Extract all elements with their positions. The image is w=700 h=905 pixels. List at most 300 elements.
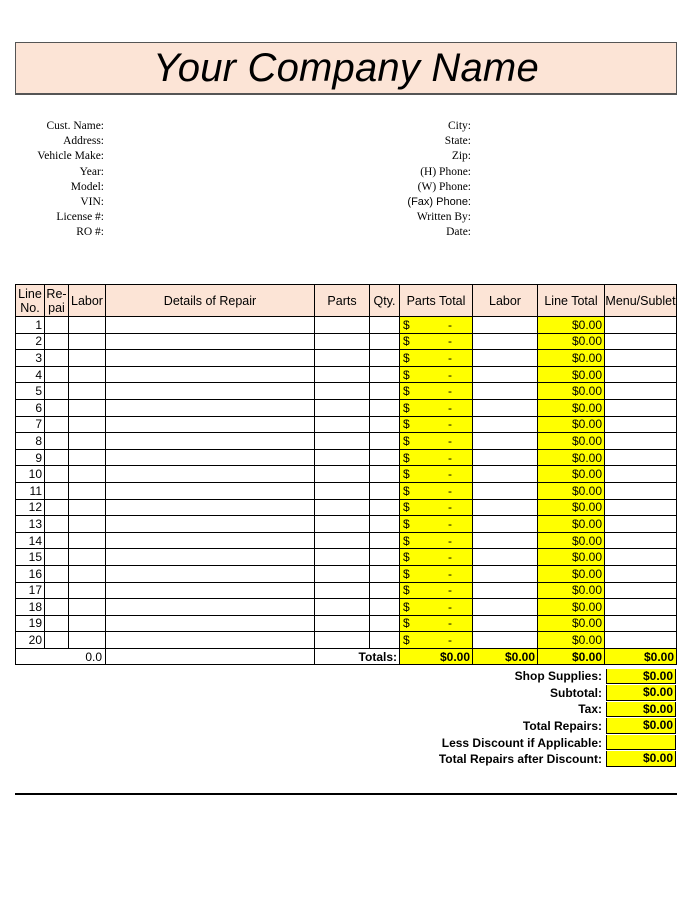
parts-total-cell xyxy=(400,532,473,549)
parts-total-cell xyxy=(400,333,473,350)
labor-code-cell[interactable] xyxy=(69,416,106,433)
line-total-cell: $0.00 xyxy=(538,466,605,483)
parts-total-cell xyxy=(400,516,473,533)
header-details: Details of Repair xyxy=(106,285,315,317)
qty-cell[interactable] xyxy=(370,582,400,599)
total-line: $0.00 xyxy=(538,648,605,665)
details-cell[interactable] xyxy=(106,532,315,549)
line-total-cell: $0.00 xyxy=(538,366,605,383)
parts-total-cell xyxy=(400,466,473,483)
summary-label: Tax: xyxy=(578,702,602,717)
qty-cell[interactable] xyxy=(370,615,400,632)
field-label: Date: xyxy=(446,226,471,239)
repair-cell[interactable] xyxy=(45,333,69,350)
totals-row xyxy=(16,648,677,665)
summary-value[interactable]: $0.00 xyxy=(606,751,676,767)
labor-cell[interactable] xyxy=(473,317,538,334)
qty-cell[interactable] xyxy=(370,516,400,533)
field-label: RO #: xyxy=(76,226,104,239)
parts-total-cell xyxy=(400,615,473,632)
currency-symbol: $ xyxy=(403,583,410,598)
table-row xyxy=(16,383,677,400)
details-cell[interactable] xyxy=(106,599,315,616)
qty-cell[interactable] xyxy=(370,549,400,566)
details-cell[interactable] xyxy=(106,565,315,582)
parts-total-cell xyxy=(400,565,473,582)
labor-code-cell[interactable] xyxy=(69,399,106,416)
line-total-cell: $0.00 xyxy=(538,582,605,599)
currency-symbol: $ xyxy=(403,433,410,448)
repair-cell[interactable] xyxy=(45,615,69,632)
labor-code-cell[interactable] xyxy=(69,565,106,582)
currency-symbol: $ xyxy=(403,533,410,548)
parts-cell[interactable] xyxy=(315,482,370,499)
repair-cell[interactable] xyxy=(45,632,69,649)
parts-total-cell xyxy=(400,449,473,466)
repair-table xyxy=(15,284,677,665)
menu-sublet-cell[interactable] xyxy=(605,350,677,367)
table-row xyxy=(16,499,677,516)
parts-total-value: - xyxy=(448,467,452,482)
summary-label: Less Discount if Applicable: xyxy=(441,735,602,750)
qty-cell[interactable] xyxy=(370,333,400,350)
details-cell[interactable] xyxy=(106,399,315,416)
line-total-cell: $0.00 xyxy=(538,383,605,400)
parts-total-value: - xyxy=(448,533,452,548)
details-cell[interactable] xyxy=(106,333,315,350)
field-label: Written By: xyxy=(416,211,471,224)
parts-total-cell xyxy=(400,599,473,616)
parts-total-value: - xyxy=(448,433,452,448)
currency-symbol: $ xyxy=(403,467,410,482)
line-total-cell: $0.00 xyxy=(538,317,605,334)
details-cell[interactable] xyxy=(106,499,315,516)
menu-sublet-cell[interactable] xyxy=(605,632,677,649)
line-no-cell: 17 xyxy=(16,582,45,599)
qty-cell[interactable] xyxy=(370,366,400,383)
parts-total-value: - xyxy=(448,334,452,349)
details-cell[interactable] xyxy=(106,383,315,400)
line-no-cell: 19 xyxy=(16,615,45,632)
labor-code-cell[interactable] xyxy=(69,516,106,533)
parts-total-cell xyxy=(400,582,473,599)
summary-value[interactable] xyxy=(606,735,676,751)
qty-cell[interactable] xyxy=(370,499,400,516)
parts-total-value: - xyxy=(448,633,452,648)
labor-cell[interactable] xyxy=(473,632,538,649)
field-label: Year: xyxy=(79,165,104,178)
parts-total-cell xyxy=(400,317,473,334)
parts-cell[interactable] xyxy=(315,350,370,367)
header-labor: Labor xyxy=(473,285,538,317)
parts-total-value: - xyxy=(448,583,452,598)
menu-sublet-cell[interactable] xyxy=(605,549,677,566)
parts-total-cell xyxy=(400,383,473,400)
details-cell[interactable] xyxy=(106,615,315,632)
labor-code-cell[interactable] xyxy=(69,333,106,350)
currency-symbol: $ xyxy=(403,450,410,465)
table-row xyxy=(16,565,677,582)
currency-symbol: $ xyxy=(403,334,410,349)
summary-row xyxy=(380,668,676,685)
parts-total-value: - xyxy=(448,566,452,581)
parts-total-value: - xyxy=(448,384,452,399)
parts-total-value: - xyxy=(448,550,452,565)
table-row xyxy=(16,482,677,499)
parts-total-cell xyxy=(400,366,473,383)
parts-total-value: - xyxy=(448,450,452,465)
line-total-cell: $0.00 xyxy=(538,482,605,499)
parts-total-cell xyxy=(400,549,473,566)
labor-code-cell[interactable] xyxy=(69,350,106,367)
labor-code-cell[interactable] xyxy=(69,499,106,516)
labor-code-cell[interactable] xyxy=(69,599,106,616)
labor-cell[interactable] xyxy=(473,383,538,400)
parts-total-value: - xyxy=(448,367,452,382)
summary-value[interactable]: $0.00 xyxy=(606,718,676,734)
table-row xyxy=(16,582,677,599)
repair-cell[interactable] xyxy=(45,565,69,582)
header-repair: Re-pai xyxy=(46,286,67,315)
summary-row xyxy=(380,751,676,768)
field-label: Zip: xyxy=(451,150,471,163)
parts-total-value: - xyxy=(448,417,452,432)
labor-sum: 0.0 xyxy=(16,648,106,665)
details-cell[interactable] xyxy=(106,416,315,433)
labor-code-cell[interactable] xyxy=(69,383,106,400)
qty-cell[interactable] xyxy=(370,532,400,549)
parts-cell[interactable] xyxy=(315,615,370,632)
total-labor: $0.00 xyxy=(473,648,538,665)
field-label: Model: xyxy=(70,180,104,193)
header-parts: Parts xyxy=(315,285,370,317)
labor-code-cell[interactable] xyxy=(69,317,106,334)
table-row xyxy=(16,433,677,450)
labor-code-cell[interactable] xyxy=(69,532,106,549)
labor-cell[interactable] xyxy=(473,549,538,566)
parts-cell[interactable] xyxy=(315,366,370,383)
field-label: Address: xyxy=(63,135,104,148)
table-row xyxy=(16,449,677,466)
menu-sublet-cell[interactable] xyxy=(605,366,677,383)
bottom-divider xyxy=(15,793,677,795)
line-no-cell: 11 xyxy=(16,482,45,499)
header-parts-total: Parts Total xyxy=(400,285,473,317)
labor-code-cell[interactable] xyxy=(69,482,106,499)
repair-cell[interactable] xyxy=(45,433,69,450)
currency-symbol: $ xyxy=(403,350,410,365)
summary-block xyxy=(380,668,676,768)
parts-cell[interactable] xyxy=(315,333,370,350)
header-qty: Qty. xyxy=(370,285,400,317)
parts-total-value: - xyxy=(448,599,452,614)
summary-label: Subtotal: xyxy=(550,685,602,700)
line-no-cell: 2 xyxy=(16,333,45,350)
qty-cell[interactable] xyxy=(370,416,400,433)
line-total-cell: $0.00 xyxy=(538,433,605,450)
parts-cell[interactable] xyxy=(315,499,370,516)
total-parts: $0.00 xyxy=(400,648,473,665)
table-row xyxy=(16,350,677,367)
line-no-cell: 13 xyxy=(16,516,45,533)
qty-cell[interactable] xyxy=(370,399,400,416)
labor-cell[interactable] xyxy=(473,565,538,582)
parts-total-value: - xyxy=(448,350,452,365)
labor-code-cell[interactable] xyxy=(69,632,106,649)
parts-total-cell xyxy=(400,399,473,416)
field-label: (W) Phone: xyxy=(417,180,471,193)
labor-cell[interactable] xyxy=(473,416,538,433)
table-row xyxy=(16,317,677,334)
repair-cell[interactable] xyxy=(45,599,69,616)
qty-cell[interactable] xyxy=(370,317,400,334)
currency-symbol: $ xyxy=(403,400,410,415)
repair-cell[interactable] xyxy=(45,383,69,400)
parts-total-cell xyxy=(400,499,473,516)
company-name: Your Company Name xyxy=(153,45,539,90)
summary-row xyxy=(380,685,676,702)
details-cell[interactable] xyxy=(106,317,315,334)
field-label: (H) Phone: xyxy=(420,165,471,178)
repair-cell[interactable] xyxy=(45,399,69,416)
currency-symbol: $ xyxy=(403,483,410,498)
parts-total-cell xyxy=(400,433,473,450)
repair-cell[interactable] xyxy=(45,516,69,533)
parts-cell[interactable] xyxy=(315,549,370,566)
parts-cell[interactable] xyxy=(315,317,370,334)
line-total-cell: $0.00 xyxy=(538,399,605,416)
currency-symbol: $ xyxy=(403,516,410,531)
parts-total-value: - xyxy=(448,516,452,531)
line-no-cell: 14 xyxy=(16,532,45,549)
labor-cell[interactable] xyxy=(473,499,538,516)
field-label: Vehicle Make: xyxy=(37,150,104,163)
repair-cell[interactable] xyxy=(45,482,69,499)
labor-cell[interactable] xyxy=(473,482,538,499)
line-total-cell: $0.00 xyxy=(538,549,605,566)
qty-cell[interactable] xyxy=(370,565,400,582)
currency-symbol: $ xyxy=(403,384,410,399)
summary-value[interactable]: $0.00 xyxy=(606,702,676,718)
line-no-cell: 7 xyxy=(16,416,45,433)
line-no-cell: 12 xyxy=(16,499,45,516)
table-row xyxy=(16,615,677,632)
line-total-cell: $0.00 xyxy=(538,615,605,632)
summary-value[interactable]: $0.00 xyxy=(606,685,676,701)
totals-label: Totals: xyxy=(315,648,400,665)
currency-symbol: $ xyxy=(403,417,410,432)
menu-sublet-cell[interactable] xyxy=(605,433,677,450)
table-header-row xyxy=(16,285,677,317)
table-row xyxy=(16,399,677,416)
menu-sublet-cell[interactable] xyxy=(605,449,677,466)
parts-cell[interactable] xyxy=(315,516,370,533)
parts-total-cell xyxy=(400,350,473,367)
details-cell[interactable] xyxy=(106,582,315,599)
labor-cell[interactable] xyxy=(473,366,538,383)
details-cell[interactable] xyxy=(106,549,315,566)
parts-total-cell xyxy=(400,482,473,499)
currency-symbol: $ xyxy=(403,616,410,631)
line-no-cell: 5 xyxy=(16,383,45,400)
parts-cell[interactable] xyxy=(315,532,370,549)
repair-cell[interactable] xyxy=(45,549,69,566)
line-total-cell: $0.00 xyxy=(538,449,605,466)
details-cell[interactable] xyxy=(106,350,315,367)
labor-cell[interactable] xyxy=(473,433,538,450)
line-total-cell: $0.00 xyxy=(538,599,605,616)
parts-total-value: - xyxy=(448,500,452,515)
parts-cell[interactable] xyxy=(315,599,370,616)
parts-cell[interactable] xyxy=(315,565,370,582)
line-no-cell: 16 xyxy=(16,565,45,582)
field-label: Cust. Name: xyxy=(46,120,104,132)
line-total-cell: $0.00 xyxy=(538,516,605,533)
table-row xyxy=(16,333,677,350)
currency-symbol: $ xyxy=(403,599,410,614)
line-total-cell: $0.00 xyxy=(538,632,605,649)
qty-cell[interactable] xyxy=(370,466,400,483)
labor-cell[interactable] xyxy=(473,399,538,416)
labor-cell[interactable] xyxy=(473,350,538,367)
qty-cell[interactable] xyxy=(370,449,400,466)
line-no-cell: 3 xyxy=(16,350,45,367)
table-row xyxy=(16,549,677,566)
summary-row xyxy=(380,734,676,751)
summary-label: Shop Supplies: xyxy=(514,669,602,684)
repair-cell[interactable] xyxy=(45,449,69,466)
labor-cell[interactable] xyxy=(473,449,538,466)
labor-code-cell[interactable] xyxy=(69,466,106,483)
repair-cell[interactable] xyxy=(45,317,69,334)
summary-label: Total Repairs after Discount: xyxy=(438,752,602,767)
details-cell[interactable] xyxy=(106,366,315,383)
line-no-cell: 4 xyxy=(16,366,45,383)
parts-cell[interactable] xyxy=(315,466,370,483)
menu-sublet-cell[interactable] xyxy=(605,565,677,582)
line-total-cell: $0.00 xyxy=(538,416,605,433)
qty-cell[interactable] xyxy=(370,482,400,499)
repair-cell[interactable] xyxy=(45,532,69,549)
line-total-cell: $0.00 xyxy=(538,499,605,516)
menu-sublet-cell[interactable] xyxy=(605,582,677,599)
details-cell[interactable] xyxy=(106,482,315,499)
parts-total-value: - xyxy=(448,616,452,631)
parts-cell[interactable] xyxy=(315,416,370,433)
labor-code-cell[interactable] xyxy=(69,615,106,632)
labor-code-cell[interactable] xyxy=(69,449,106,466)
labor-code-cell[interactable] xyxy=(69,366,106,383)
menu-sublet-cell[interactable] xyxy=(605,532,677,549)
parts-cell[interactable] xyxy=(315,433,370,450)
parts-cell[interactable] xyxy=(315,582,370,599)
repair-cell[interactable] xyxy=(45,466,69,483)
currency-symbol: $ xyxy=(403,566,410,581)
line-total-cell: $0.00 xyxy=(538,333,605,350)
labor-cell[interactable] xyxy=(473,615,538,632)
repair-cell[interactable] xyxy=(45,350,69,367)
qty-cell[interactable] xyxy=(370,599,400,616)
qty-cell[interactable] xyxy=(370,350,400,367)
line-no-cell: 9 xyxy=(16,449,45,466)
contact-fields xyxy=(360,119,471,241)
menu-sublet-cell[interactable] xyxy=(605,499,677,516)
repair-cell[interactable] xyxy=(45,582,69,599)
header-labor-code: Labor xyxy=(69,285,106,317)
labor-cell[interactable] xyxy=(473,532,538,549)
menu-sublet-cell[interactable] xyxy=(605,383,677,400)
labor-cell[interactable] xyxy=(473,516,538,533)
line-total-cell: $0.00 xyxy=(538,532,605,549)
details-cell[interactable] xyxy=(106,632,315,649)
parts-cell[interactable] xyxy=(315,383,370,400)
parts-cell[interactable] xyxy=(315,399,370,416)
field-label: VIN: xyxy=(80,195,104,208)
menu-sublet-cell[interactable] xyxy=(605,516,677,533)
line-no-cell: 8 xyxy=(16,433,45,450)
repair-cell[interactable] xyxy=(45,499,69,516)
parts-total-cell xyxy=(400,632,473,649)
line-total-cell: $0.00 xyxy=(538,565,605,582)
header-line-total: Line Total xyxy=(538,285,605,317)
header-line-no: Line No. xyxy=(16,285,45,317)
labor-cell[interactable] xyxy=(473,582,538,599)
currency-symbol: $ xyxy=(403,500,410,515)
details-cell[interactable] xyxy=(106,433,315,450)
line-no-cell: 18 xyxy=(16,599,45,616)
company-name-banner xyxy=(15,42,677,95)
line-no-cell: 6 xyxy=(16,399,45,416)
labor-cell[interactable] xyxy=(473,333,538,350)
parts-cell[interactable] xyxy=(315,632,370,649)
field-label: City: xyxy=(447,120,471,132)
summary-row xyxy=(380,701,676,718)
menu-sublet-cell[interactable] xyxy=(605,615,677,632)
header-menu-sublet: Menu/Sublet xyxy=(605,285,677,317)
details-cell[interactable] xyxy=(106,466,315,483)
field-label: (Fax) Phone: xyxy=(407,195,471,208)
labor-cell[interactable] xyxy=(473,466,538,483)
menu-sublet-cell[interactable] xyxy=(605,466,677,483)
summary-label: Total Repairs: xyxy=(522,719,602,734)
labor-cell[interactable] xyxy=(473,599,538,616)
parts-cell[interactable] xyxy=(315,449,370,466)
summary-value[interactable]: $0.00 xyxy=(606,669,676,685)
line-no-cell: 15 xyxy=(16,549,45,566)
menu-sublet-cell[interactable] xyxy=(605,399,677,416)
qty-cell[interactable] xyxy=(370,632,400,649)
labor-code-cell[interactable] xyxy=(69,549,106,566)
customer-fields xyxy=(20,119,104,241)
currency-symbol: $ xyxy=(403,633,410,648)
labor-code-cell[interactable] xyxy=(69,582,106,599)
repair-cell[interactable] xyxy=(45,366,69,383)
qty-cell[interactable] xyxy=(370,433,400,450)
currency-symbol: $ xyxy=(403,317,410,332)
details-cell[interactable] xyxy=(106,516,315,533)
menu-sublet-cell[interactable] xyxy=(605,599,677,616)
parts-total-value: - xyxy=(448,400,452,415)
table-row xyxy=(16,599,677,616)
menu-sublet-cell[interactable] xyxy=(605,317,677,334)
qty-cell[interactable] xyxy=(370,383,400,400)
details-cell[interactable] xyxy=(106,449,315,466)
labor-code-cell[interactable] xyxy=(69,433,106,450)
repair-cell[interactable] xyxy=(45,416,69,433)
menu-sublet-cell[interactable] xyxy=(605,333,677,350)
menu-sublet-cell[interactable] xyxy=(605,482,677,499)
menu-sublet-cell[interactable] xyxy=(605,416,677,433)
